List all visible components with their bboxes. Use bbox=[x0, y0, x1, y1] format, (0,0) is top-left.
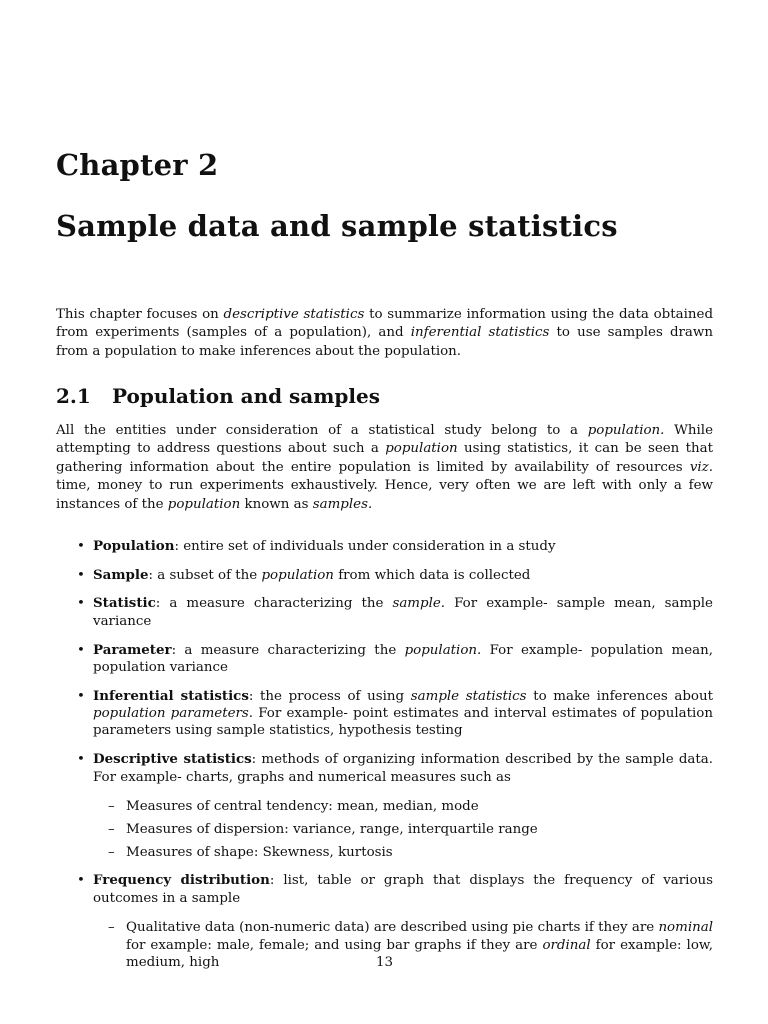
list-item bbox=[56, 642, 713, 677]
emphasis: viz. bbox=[689, 459, 713, 475]
bullet-icon: • bbox=[77, 688, 85, 704]
sub-list-item bbox=[93, 821, 713, 838]
page-number: 13 bbox=[375, 955, 394, 970]
section-title: Population and samples bbox=[112, 384, 380, 408]
text-run: to summarize information using the data obtained from experiments (samples of a population), and bbox=[56, 307, 714, 341]
text-run: known as bbox=[240, 496, 313, 512]
term-statistic: Statistic bbox=[93, 595, 156, 612]
section-number: 2.1 bbox=[56, 384, 91, 408]
text-run: Measures of shape: Skewness, kurtosis bbox=[126, 844, 393, 860]
emphasis: sample. bbox=[392, 596, 446, 612]
text-run: for example: low, medium, high bbox=[126, 937, 714, 971]
emphasis: nominal bbox=[658, 920, 713, 936]
emphasis: population parameters. bbox=[93, 706, 254, 722]
text-run: : a subset of the bbox=[148, 567, 262, 583]
term-sample: Sample bbox=[93, 566, 149, 583]
text-run: : a measure characterizing the bbox=[155, 596, 393, 612]
chapter-label: Chapter 2 bbox=[56, 148, 219, 182]
definitions-list bbox=[56, 538, 713, 983]
text-run: Measures of dispersion: variance, range, interquartile range bbox=[126, 821, 538, 837]
text-run: : a measure characterizing the bbox=[171, 642, 405, 658]
text-run: : list, table or graph that displays the frequency of various outcomes in a sample bbox=[93, 873, 713, 906]
text-run: to use samples drawn from a population to make inferences about the population. bbox=[56, 325, 714, 359]
emphasis: population bbox=[167, 496, 241, 512]
emphasis: population bbox=[261, 567, 334, 583]
list-item bbox=[56, 538, 713, 555]
list-item bbox=[56, 595, 713, 630]
text-run: For example- point estimates and interval estimates of population parameters using sample statistics, hypothesis testing bbox=[93, 706, 713, 739]
chapter-title: Sample data and sample statistics bbox=[56, 209, 618, 243]
emphasis-descriptive-statistics: descriptive statistics bbox=[223, 307, 365, 322]
dash-icon: – bbox=[108, 798, 115, 814]
term-parameter: Parameter bbox=[93, 641, 172, 658]
sub-list-item bbox=[93, 798, 713, 815]
text-run: This chapter focuses on bbox=[56, 307, 224, 322]
section-heading bbox=[56, 384, 380, 408]
emphasis: samples. bbox=[312, 496, 373, 512]
term-frequency-distribution: Frequency distribution bbox=[93, 872, 270, 889]
text-run: : the process of using bbox=[248, 688, 411, 704]
emphasis: population. bbox=[587, 423, 665, 438]
text-run: For example- sample mean, sample variance bbox=[93, 596, 713, 629]
bullet-icon: • bbox=[77, 873, 85, 889]
text-run: All the entities under consideration of a statistical study belong to a bbox=[56, 423, 588, 438]
term-population: Population bbox=[93, 538, 175, 554]
dash-icon: – bbox=[108, 844, 115, 860]
text-run: Measures of central tendency: mean, median, mode bbox=[126, 798, 479, 814]
emphasis-inferential-statistics: inferential statistics bbox=[410, 325, 550, 341]
intro-paragraph bbox=[56, 306, 713, 361]
bullet-icon: • bbox=[77, 752, 85, 768]
emphasis: sample statistics bbox=[410, 688, 527, 704]
emphasis: population bbox=[385, 441, 458, 457]
emphasis: population. bbox=[404, 642, 482, 658]
dash-icon: – bbox=[108, 821, 115, 837]
text-run: Qualitative data (non-numeric data) are described using pie charts if they are bbox=[126, 920, 659, 936]
sub-list-item bbox=[93, 844, 713, 861]
text-run: For example- population mean, population variance bbox=[93, 642, 713, 675]
bullet-icon: • bbox=[77, 567, 85, 583]
text-run: to make inferences about bbox=[526, 688, 713, 704]
text-run: : entire set of individuals under consideration in a study bbox=[174, 539, 556, 554]
section-paragraph bbox=[56, 422, 713, 514]
bullet-icon: • bbox=[77, 596, 85, 612]
term-inferential-statistics: Inferential statistics bbox=[93, 687, 249, 704]
term-descriptive-statistics: Descriptive statistics bbox=[93, 751, 252, 768]
text-run: for example: male, female; and using bar graphs if they are bbox=[126, 937, 543, 953]
sub-list bbox=[93, 798, 713, 861]
emphasis: ordinal bbox=[542, 937, 591, 953]
text-run: : methods of organizing information described by the sample data. For example- charts, graphs and numerical measures such as bbox=[93, 752, 713, 785]
bullet-icon: • bbox=[77, 539, 85, 554]
list-item bbox=[56, 567, 713, 584]
list-item bbox=[56, 688, 713, 740]
list-item bbox=[56, 751, 713, 861]
text-run: using statistics, it can be seen that gathering information about the entire population is limited by availability of resources bbox=[56, 441, 713, 475]
dash-icon: – bbox=[108, 920, 115, 936]
text-run: While attempting to address questions about such a bbox=[56, 423, 714, 457]
text-run: from which data is collected bbox=[333, 567, 531, 583]
text-run: time, money to run experiments exhaustively. Hence, very often we are left with only a few instances of the bbox=[56, 478, 713, 512]
bullet-icon: • bbox=[77, 642, 85, 658]
